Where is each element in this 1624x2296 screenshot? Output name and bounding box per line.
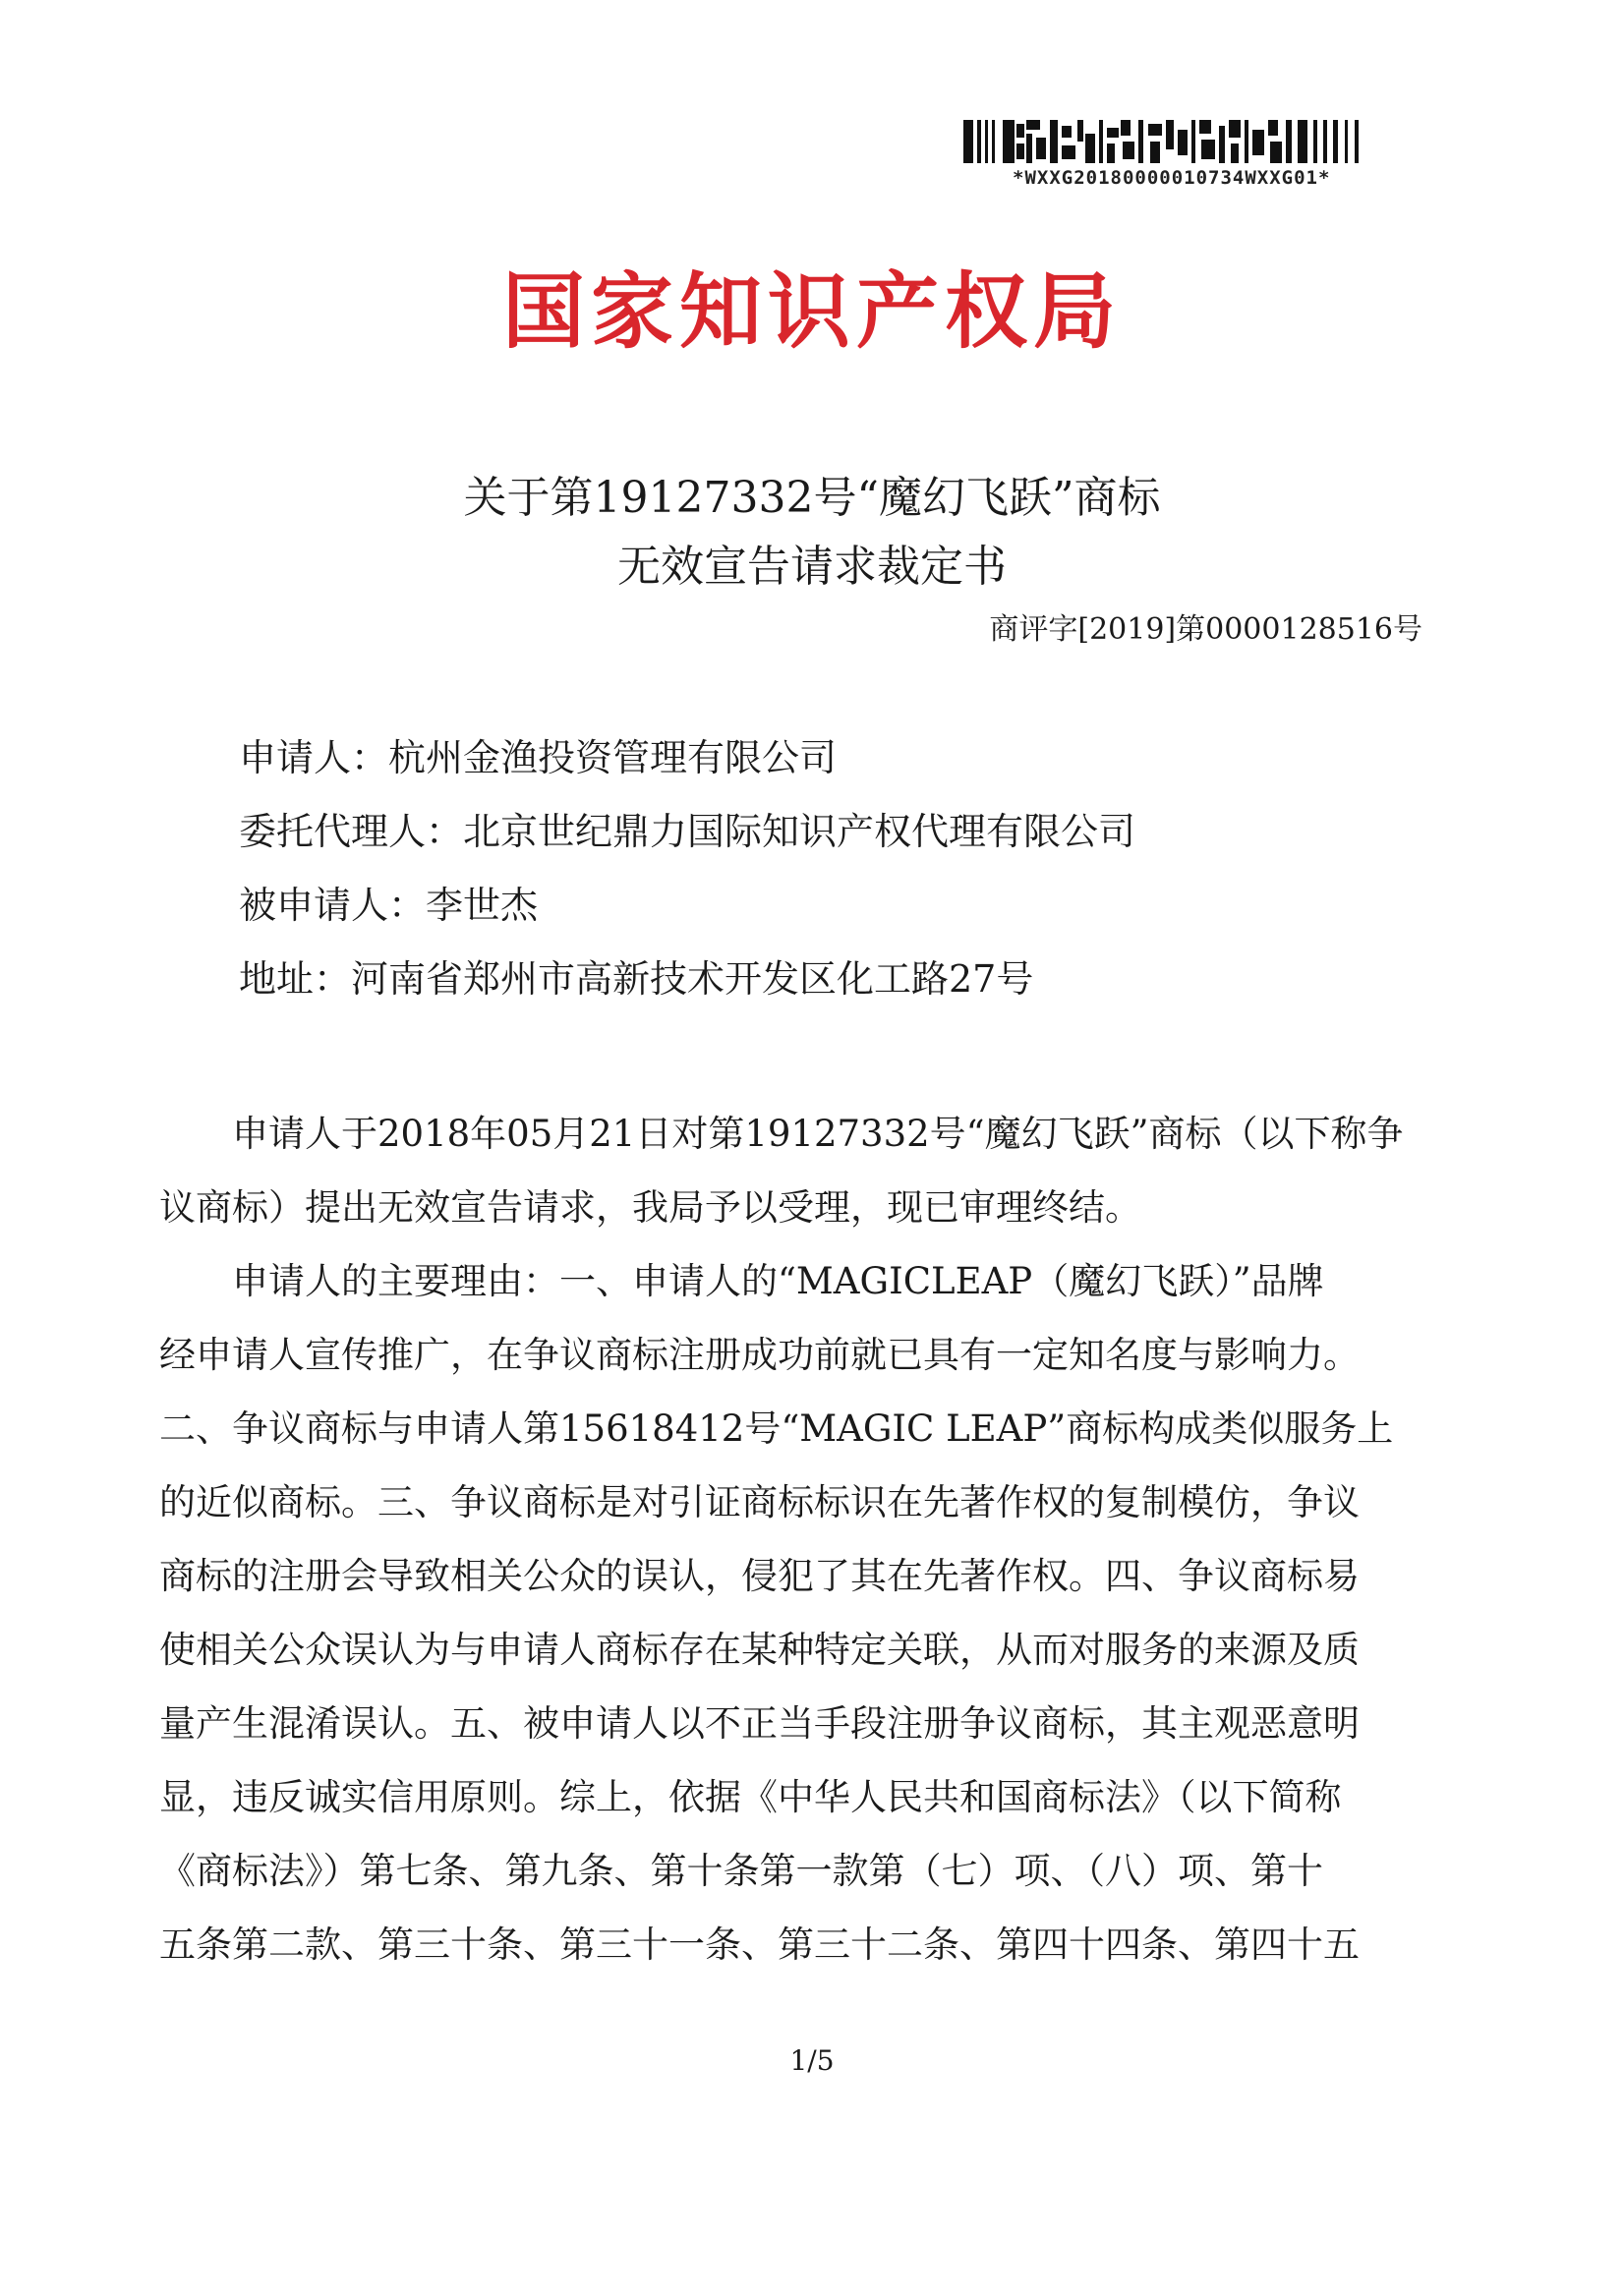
document-number: 商评字[2019]第0000128516号 — [989, 612, 1422, 647]
party-respondent: 被申请人：李世杰 — [239, 884, 539, 927]
body-line: 议商标）提出无效宣告请求，我局予以受理，现已审理终结。 — [159, 1186, 1141, 1229]
party-agent: 委托代理人：北京世纪鼎力国际知识产权代理有限公司 — [239, 810, 1136, 853]
body-line: 显，违反诚实信用原则。综上，依据《中华人民共和国商标法》（以下简称 — [159, 1776, 1342, 1818]
document-title-line-2: 无效宣告请求裁定书 — [617, 542, 1007, 592]
agency-name: 国家知识产权局 — [501, 263, 1122, 360]
body-line: 使相关公众误认为与申请人商标存在某种特定关联，从而对服务的来源及质 — [159, 1629, 1360, 1671]
body-line: 五条第二款、第三十条、第三十一条、第三十二条、第四十四条、第四十五 — [159, 1923, 1360, 1966]
body-line: 二、争议商标与申请人第15618412号“MAGIC LEAP”商标构成类似服务上 — [159, 1407, 1394, 1450]
party-address: 地址：河南省郑州市高新技术开发区化工路27号 — [239, 957, 1034, 1001]
barcode-code: *WXXG20180000010734WXXG01* — [1013, 167, 1331, 189]
body-line: 的近似商标。三、争议商标是对引证商标标识在先著作权的复制模仿，争议 — [159, 1481, 1360, 1523]
body-line: 申请人于2018年05月21日对第19127332号“魔幻飞跃”商标（以下称争 — [159, 1113, 1404, 1155]
body-line: 量产生混淆误认。五、被申请人以不正当手段注册争议商标，其主观恶意明 — [159, 1702, 1360, 1745]
body-line: 经申请人宣传推广，在争议商标注册成功前就已具有一定知名度与影响力。 — [159, 1334, 1360, 1376]
body-line: 申请人的主要理由：一、申请人的“MAGICLEAP（魔幻飞跃）”品牌 — [159, 1260, 1324, 1302]
body-line: 商标的注册会导致相关公众的误认，侵犯了其在先著作权。四、争议商标易 — [159, 1555, 1360, 1597]
party-applicant: 申请人：杭州金渔投资管理有限公司 — [239, 736, 838, 779]
barcode-graphic — [963, 120, 1364, 163]
body-line: 《商标法》）第七条、第九条、第十条第一款第（七）项、（八）项、第十 — [159, 1850, 1323, 1892]
page-number: 1/5 — [789, 2044, 835, 2077]
document-title-line-1: 关于第19127332号“魔幻飞跃”商标 — [463, 473, 1161, 523]
